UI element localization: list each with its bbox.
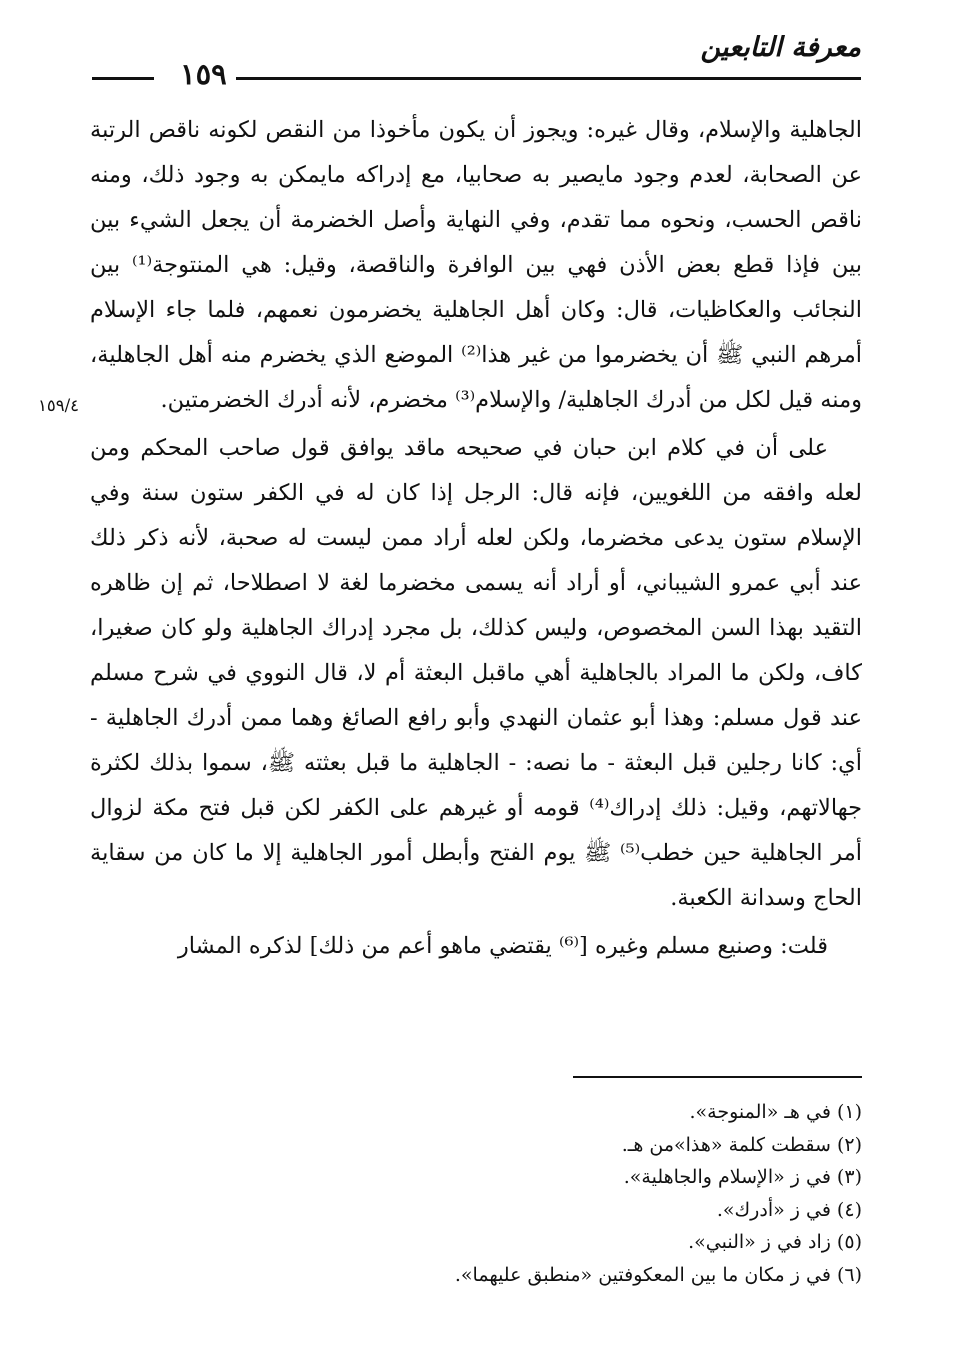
header-rule [236,77,861,80]
footnote: (١) في هـ «المنوجة». [689,1101,862,1123]
footnote: (٣) في ز «الإسلام والجاهلية». [623,1166,862,1188]
footnote: (٤) في ز «أدرك». [716,1198,862,1221]
main-text [90,108,862,969]
footnotes [102,1096,862,1291]
paragraph: على أن في كلام ابن حبان في صحيحه ماقد يوافق قول صاحب المحكم ومن لعله وافقه من اللغويين، فإنه قال: الرجل إذا كان له في الكفر ستون سنة وفي الإسلام ستون يدعى مخضرما، ولكن لعله أراد ممن ليست له صحبة، لأنه ذكر ذلك عند أبي عمرو الشيباني، أو أراد أنه يسمى مخضرما لغة لا اصطلاحا، ثم إن ظاهره التقيد بهذا السن المخصوص، وليس كذلك، بل مجرد إدراك الجاهلية ولو كان صغيرا، كاف، ولكن ما المراد بالجاهلية أهي ماقبل البعثة أم لا، قال النووي في شرح مسلم عند قول مسلم: وهذا أبو عثمان النهدي وأبو رافع الصائغ وهما ممن أدرك الجاهلية - أي: كانا رجلين قبل البعثة - ما نصه: - الجاهلية ما قبل بعثته ﷺ، سموا بذلك لكثرة جهالاتهم، وقيل: ذلك إدراك⁽⁴⁾ قومه أو غيرهم على الكفر لكن قبل فتح مكة لزوال أمر الجاهلية حين خطب⁽⁵⁾ ﷺ يوم الفتح وأبطل أمور الجاهلية إلا ما كان من سقاية الحاج وسدانة الكعبة. [90,435,863,911]
footnote-separator [573,1076,862,1078]
header-rule-short [92,77,154,80]
running-title: معرفة التابعين [700,32,861,63]
page-number: ١٥٩ [180,57,227,91]
manuscript-folio-note: ١٥٩/٤ [38,396,80,415]
footnote: (٦) في ز مكان ما بين المعكوفتين «منطبق عليهما». [454,1263,862,1286]
footnote: (٢) سقطت كلمة «هذا»من هـ. [621,1133,862,1156]
paragraph: الجاهلية والإسلام، وقال غيره: ويجوز أن يكون مأخوذا من النقص لكونه ناقص الرتبة عن الصحابة، لعدم وجود مايصير به صحابيا، مع إدراكه مايمكن به وجود ذلك، ومنه ناقص الحسب، ونحوه مما تقدم، وفي النهاية وأصل الخضرمة أن يجعل الشيء بين بين فإذا قطع بعض الأذن فهي بين الوافرة والناقصة، وقيل: هي المنتوجة⁽¹⁾ بين النجائب والعكاظيات، قال: وكان أهل الجاهلية يخضرمون نعمهم، فلما جاء الإسلام أمرهم النبي ﷺ أن يخضرموا من غير هذا⁽²⁾ الموضع الذي يخضرم منه أهل الجاهلية، ومنه قيل لكل من أدرك الجاهلية/ والإسلام⁽³⁾ مخضرم، لأنه أدرك الخضرمتين. [90,117,863,413]
paragraph: قلت: وصنيع مسلم وغيره [⁽⁶⁾ يقتضي ماهو أعم من ذلك] لذكره المشار [177,933,828,959]
footnote: (٥) زاد في ز «النبي». [688,1231,862,1253]
